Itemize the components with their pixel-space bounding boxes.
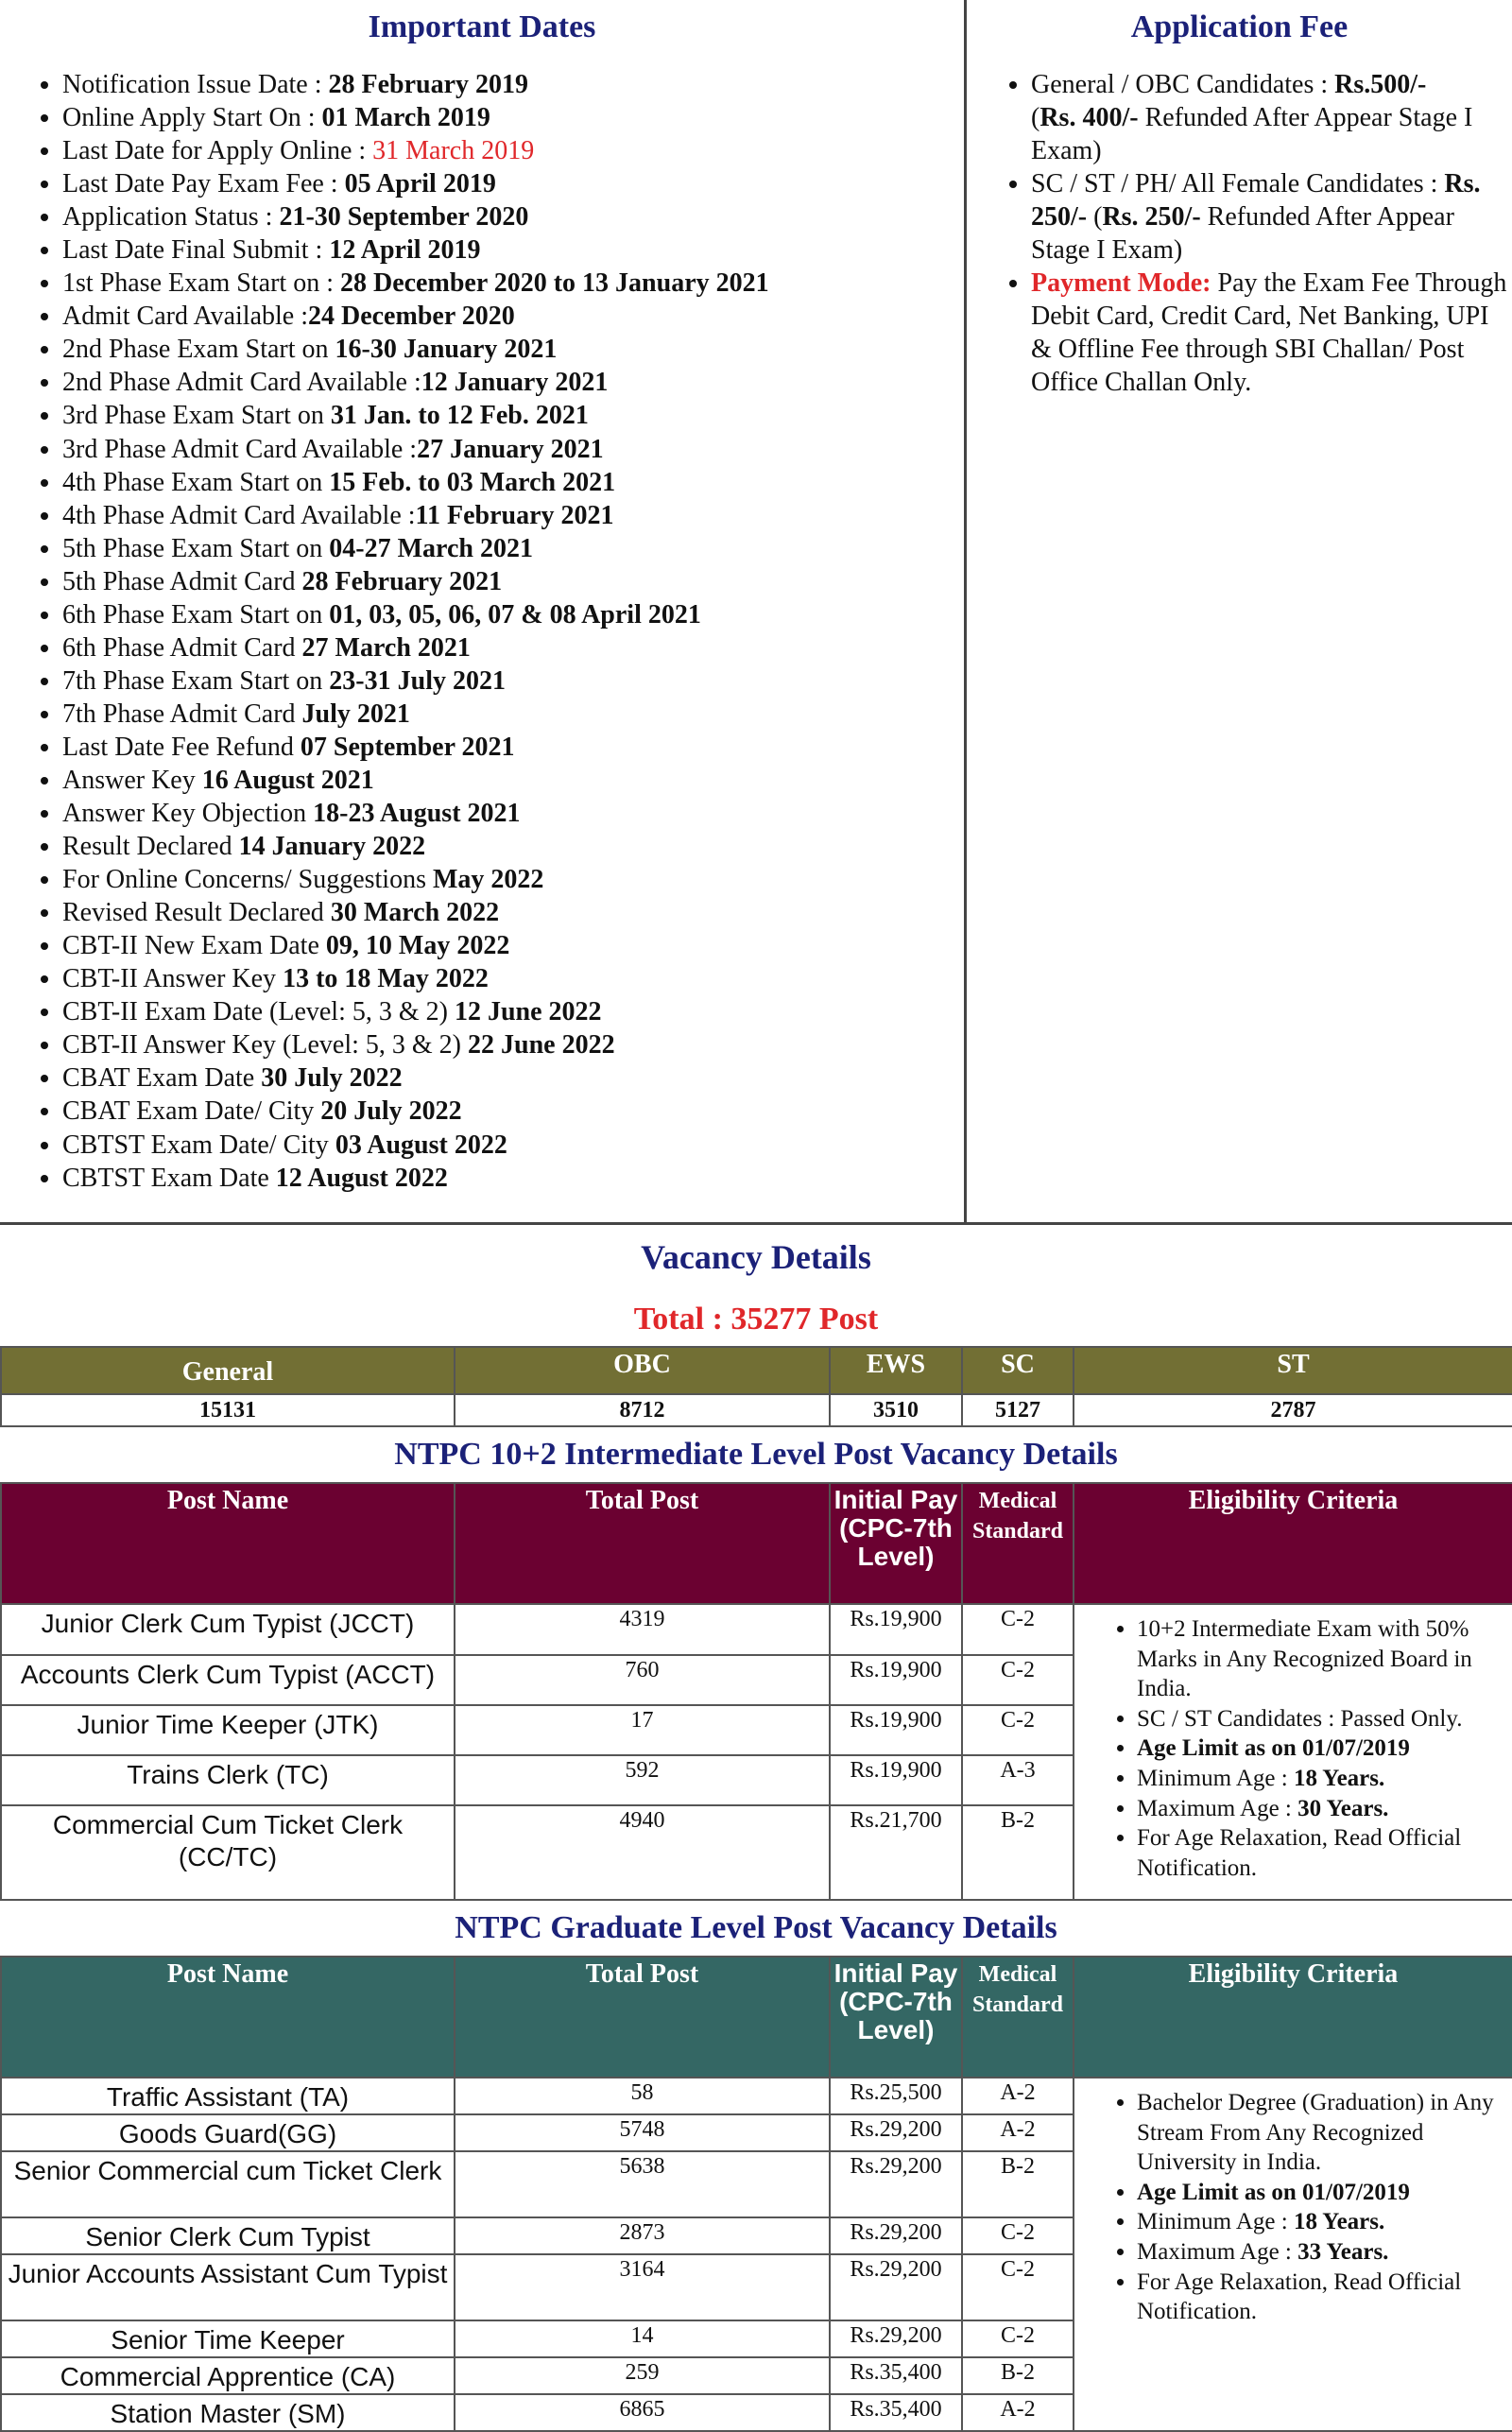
post-medical: C-2: [962, 2217, 1074, 2254]
post-total: 5748: [455, 2114, 830, 2151]
header-medical: Medical Standard: [962, 1957, 1074, 2078]
elig-item: • Age Limit as on 01/07/2019: [1137, 2178, 1504, 2208]
post-total: 4940: [455, 1805, 830, 1900]
date-item: • Application Status : 21-30 September 2020: [62, 200, 964, 233]
category-obc: OBC: [455, 1347, 830, 1394]
post-name: Accounts Clerk Cum Typist (ACCT): [1, 1655, 455, 1705]
category-st: ST: [1074, 1347, 1512, 1394]
elig-item: • Maximum Age : 33 Years.: [1137, 2237, 1504, 2268]
header-total-post: Total Post: [455, 1483, 830, 1604]
header-initial-pay: Initial Pay (CPC-7th Level): [830, 1957, 962, 2078]
post-name: Senior Time Keeper: [1, 2320, 455, 2357]
header-eligibility: Eligibility Criteria: [1074, 1957, 1512, 2078]
important-dates-panel: [0, 0, 967, 1222]
post-medical: A-2: [962, 2394, 1074, 2431]
post-medical: A-2: [962, 2078, 1074, 2114]
post-total: 760: [455, 1655, 830, 1705]
application-fee-panel: [967, 0, 1512, 1222]
count-general: 15131: [1, 1394, 455, 1426]
count-obc: 8712: [455, 1394, 830, 1426]
date-item: • 1st Phase Exam Start on : 28 December 2020 to 13 January 2021: [62, 267, 964, 300]
date-item: • 5th Phase Admit Card 28 February 2021: [62, 565, 964, 598]
date-item: • CBT-II Answer Key 13 to 18 May 2022: [62, 962, 964, 995]
post-total: 58: [455, 2078, 830, 2114]
elig-item: • Minimum Age : 18 Years.: [1137, 1764, 1504, 1794]
intermediate-eligibility: [1074, 1604, 1512, 1900]
vacancy-details-title: Vacancy Details: [641, 1238, 871, 1276]
date-item: • CBT-II New Exam Date 09, 10 May 2022: [62, 929, 964, 962]
post-name: Commercial Cum Ticket Clerk (CC/TC): [1, 1805, 455, 1900]
intermediate-post-table: [0, 1482, 1512, 1901]
post-pay: Rs.19,900: [830, 1604, 962, 1655]
fee-general-item: • General / OBC Candidates : Rs.500/- (Rs. 400/- Refunded After Appear Stage I Exam): [1031, 68, 1512, 167]
post-pay: Rs.29,200: [830, 2217, 962, 2254]
application-fee-list: [967, 68, 1512, 399]
date-item: • CBAT Exam Date 30 July 2022: [62, 1061, 964, 1095]
count-sc: 5127: [962, 1394, 1074, 1426]
post-name: Junior Accounts Assistant Cum Typist: [1, 2254, 455, 2320]
post-total: 592: [455, 1755, 830, 1805]
intermediate-header-row: [1, 1483, 1512, 1604]
date-item: • Online Apply Start On : 01 March 2019: [62, 101, 964, 134]
post-pay: Rs.21,700: [830, 1805, 962, 1900]
date-item: • 2nd Phase Exam Start on 16-30 January 2021: [62, 333, 964, 366]
important-dates-list: [0, 68, 964, 1195]
date-item: • 3rd Phase Exam Start on 31 Jan. to 12 Feb. 2021: [62, 399, 964, 432]
category-count-row: [1, 1394, 1512, 1426]
count-st: 2787: [1074, 1394, 1512, 1426]
date-item: • Answer Key 16 August 2021: [62, 764, 964, 797]
post-pay: Rs.29,200: [830, 2151, 962, 2217]
header-total-post: Total Post: [455, 1957, 830, 2078]
post-medical: C-2: [962, 1705, 1074, 1755]
date-item: • CBTST Exam Date 12 August 2022: [62, 1162, 964, 1195]
graduate-eligibility: [1074, 2078, 1512, 2431]
post-medical: B-2: [962, 2151, 1074, 2217]
graduate-section-title: NTPC Graduate Level Post Vacancy Details: [455, 1910, 1057, 1945]
graduate-header-row: [1, 1957, 1512, 2078]
table-row: [1, 2078, 1512, 2114]
post-medical: B-2: [962, 1805, 1074, 1900]
post-name: Traffic Assistant (TA): [1, 2078, 455, 2114]
date-item: • Last Date Fee Refund 07 September 2021: [62, 731, 964, 764]
date-item: • For Online Concerns/ Suggestions May 2022: [62, 863, 964, 896]
post-total: 6865: [455, 2394, 830, 2431]
post-name: Junior Clerk Cum Typist (JCCT): [1, 1604, 455, 1655]
date-item: • CBTST Exam Date/ City 03 August 2022: [62, 1129, 964, 1162]
fee-payment-mode-item: • Payment Mode: Pay the Exam Fee Through Debit Card, Credit Card, Net Banking, UPI & Offline Fee through SBI Challan/ Post Office Challan Only.: [1031, 267, 1512, 399]
date-item: • CBT-II Exam Date (Level: 5, 3 & 2) 12 June 2022: [62, 995, 964, 1028]
post-total: 4319: [455, 1604, 830, 1655]
date-item: • Notification Issue Date : 28 February 2019: [62, 68, 964, 101]
post-name: Goods Guard(GG): [1, 2114, 455, 2151]
date-item: • Revised Result Declared 30 March 2022: [62, 896, 964, 929]
header-post-name: Post Name: [1, 1957, 455, 2078]
date-item: • Answer Key Objection 18-23 August 2021: [62, 797, 964, 830]
date-item: • 6th Phase Exam Start on 01, 03, 05, 06, 07 & 08 April 2021: [62, 598, 964, 631]
post-total: 3164: [455, 2254, 830, 2320]
post-name: Junior Time Keeper (JTK): [1, 1705, 455, 1755]
elig-item: • Maximum Age : 30 Years.: [1137, 1794, 1504, 1824]
post-medical: B-2: [962, 2357, 1074, 2394]
elig-item: • SC / ST Candidates : Passed Only.: [1137, 1704, 1504, 1734]
post-medical: A-2: [962, 2114, 1074, 2151]
post-name: Trains Clerk (TC): [1, 1755, 455, 1805]
application-fee-title: Application Fee: [1130, 9, 1349, 44]
elig-item: • 10+2 Intermediate Exam with 50% Marks in Any Recognized Board in India.: [1137, 1614, 1504, 1704]
date-item: • CBAT Exam Date/ City 20 July 2022: [62, 1095, 964, 1128]
elig-item: • Bachelor Degree (Graduation) in Any Stream From Any Recognized University in India.: [1137, 2088, 1504, 2178]
category-ews: EWS: [830, 1347, 962, 1394]
post-medical: C-2: [962, 2320, 1074, 2357]
intermediate-section-title: NTPC 10+2 Intermediate Level Post Vacancy Details: [394, 1437, 1118, 1472]
post-pay: Rs.35,400: [830, 2394, 962, 2431]
category-general: General: [1, 1347, 455, 1394]
table-row: [1, 1604, 1512, 1655]
post-name: Commercial Apprentice (CA): [1, 2357, 455, 2394]
important-dates-title: Important Dates: [368, 9, 596, 44]
post-pay: Rs.29,200: [830, 2254, 962, 2320]
graduate-post-table: [0, 1956, 1512, 2432]
date-item: • 5th Phase Exam Start on 04-27 March 2021: [62, 532, 964, 565]
post-pay: Rs.19,900: [830, 1755, 962, 1805]
post-medical: C-2: [962, 2254, 1074, 2320]
date-item: • Last Date Final Submit : 12 April 2019: [62, 233, 964, 267]
post-total: 14: [455, 2320, 830, 2357]
post-total: 5638: [455, 2151, 830, 2217]
post-pay: Rs.19,900: [830, 1655, 962, 1705]
post-name: Senior Commercial cum Ticket Clerk: [1, 2151, 455, 2217]
elig-item: • For Age Relaxation, Read Official Notification.: [1137, 1823, 1504, 1883]
date-item: • 7th Phase Exam Start on 23-31 July 2021: [62, 664, 964, 698]
post-total: 2873: [455, 2217, 830, 2254]
elig-item: • Minimum Age : 18 Years.: [1137, 2207, 1504, 2237]
post-pay: Rs.29,200: [830, 2114, 962, 2151]
date-item: • CBT-II Answer Key (Level: 5, 3 & 2) 22 June 2022: [62, 1028, 964, 1061]
post-total: 259: [455, 2357, 830, 2394]
date-item: • 6th Phase Admit Card 27 March 2021: [62, 631, 964, 664]
date-item: • 3rd Phase Admit Card Available :27 January 2021: [62, 433, 964, 466]
date-item: • 4th Phase Exam Start on 15 Feb. to 03 March 2021: [62, 466, 964, 499]
post-medical: A-3: [962, 1755, 1074, 1805]
post-pay: Rs.29,200: [830, 2320, 962, 2357]
category-header-row: [1, 1347, 1512, 1394]
header-initial-pay: Initial Pay (CPC-7th Level): [830, 1483, 962, 1604]
elig-item: • For Age Relaxation, Read Official Notification.: [1137, 2268, 1504, 2327]
post-total: 17: [455, 1705, 830, 1755]
post-medical: C-2: [962, 1604, 1074, 1655]
count-ews: 3510: [830, 1394, 962, 1426]
fee-sc-item: • SC / ST / PH/ All Female Candidates : Rs. 250/- (Rs. 250/- Refunded After Appear Stage I Exam): [1031, 167, 1512, 267]
post-pay: Rs.25,500: [830, 2078, 962, 2114]
category-sc: SC: [962, 1347, 1074, 1394]
vacancy-total: Total : 35277 Post: [633, 1302, 879, 1337]
date-item: • Last Date Pay Exam Fee : 05 April 2019: [62, 167, 964, 200]
date-item: • 4th Phase Admit Card Available :11 February 2021: [62, 499, 964, 532]
header-eligibility: Eligibility Criteria: [1074, 1483, 1512, 1604]
date-item: • Admit Card Available :24 December 2020: [62, 300, 964, 333]
post-name: Senior Clerk Cum Typist: [1, 2217, 455, 2254]
header-medical: Medical Standard: [962, 1483, 1074, 1604]
post-pay: Rs.35,400: [830, 2357, 962, 2394]
elig-item: • Age Limit as on 01/07/2019: [1137, 1733, 1504, 1764]
header-post-name: Post Name: [1, 1483, 455, 1604]
post-medical: C-2: [962, 1655, 1074, 1705]
post-pay: Rs.19,900: [830, 1705, 962, 1755]
post-name: Station Master (SM): [1, 2394, 455, 2431]
category-table: [0, 1346, 1512, 1427]
date-item: • Result Declared 14 January 2022: [62, 830, 964, 863]
date-item: • 2nd Phase Admit Card Available :12 January 2021: [62, 366, 964, 399]
date-item: • Last Date for Apply Online : 31 March 2019: [62, 134, 964, 167]
date-item: • 7th Phase Admit Card July 2021: [62, 698, 964, 731]
